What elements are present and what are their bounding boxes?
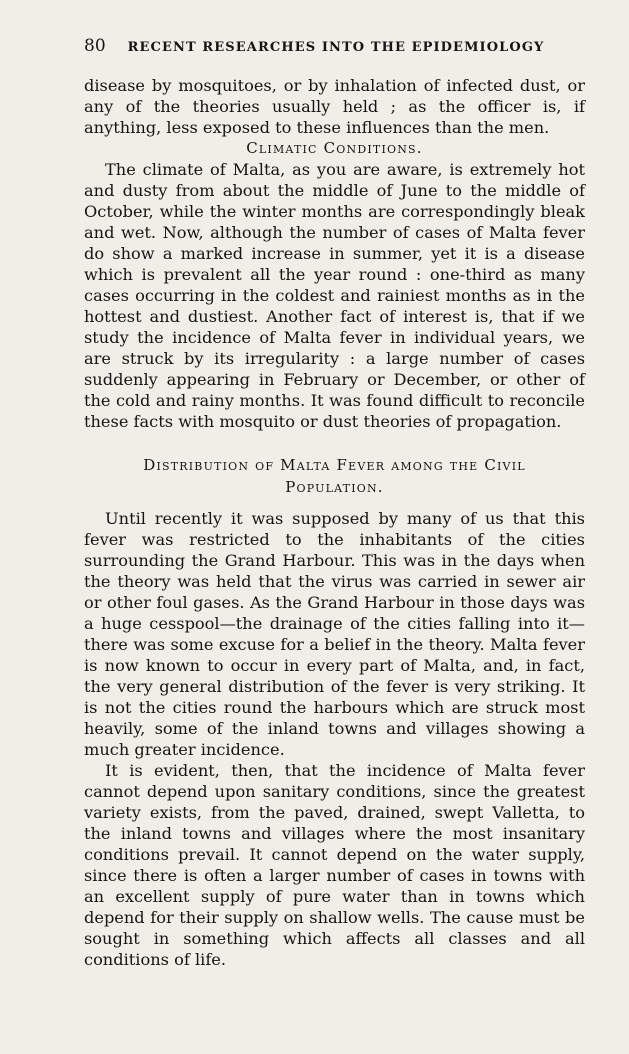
climatic-paragraph: The climate of Malta, as you are aware, is extremely hot and dusty from about the middle of June to the middle of October, while the winter months are correspondingly bleak and wet. Now, although the number of cases of Malta fever do show a marked increase in summer, yet it is a disease which is prevalent all the year round : one-third as many cases occurring in the coldest and rainiest months as in the hottest and dustiest. Another fact of interest is, that if we study the incidence of Malta fever in individual years, we are struck by its irregularity : a large number of cases suddenly appearing in February or December, or other of the cold and rainy months. It was found difficult to reconcile these facts with mosquito or dust theories of propagation. — [84, 160, 585, 431]
page-header — [84, 36, 554, 56]
page-body — [84, 75, 585, 970]
distribution-heading-line2: Population. — [285, 478, 384, 496]
section-heading-climatic: Climatic Conditions. — [246, 139, 423, 157]
section-heading-distribution — [84, 454, 585, 498]
running-title: RECENT RESEARCHES INTO THE EPIDEMIOLOGY — [127, 40, 545, 55]
distribution-paragraph-2: It is evident, then, that the incidence of Malta fever cannot depend upon sanitary conditions, since the greatest variety exists, from the paved, drained, swept Valletta, to the inland towns and villages where the most insanitary conditions prevail. It cannot depend on the water supply, since there is often a larger number of cases in towns with an excellent supply of pure water than in towns which depend for their supply on shallow wells. The cause must be sought in something which affects all classes and all conditions of life. — [84, 761, 585, 969]
distribution-heading-line1: Distribution of Malta Fever among the Civil — [143, 456, 526, 474]
page-number: 80 — [84, 36, 106, 56]
distribution-paragraph-1: Until recently it was supposed by many of us that this fever was restricted to the inhabitants of the cities surrounding the Grand Harbour. This was in the days when the theory was held that the virus was carried in sewer air or other foul gases. As the Grand Harbour in those days was a huge cesspool—the drainage of the cities falling into it—there was some excuse for a belief in the theory. Malta fever is now known to occur in every part of Malta, and, in fact, the very general distribution of the fever is very striking. It is not the cities round the harbours which are struck most heavily, some of the inland towns and villages showing a much greater incidence. — [84, 509, 585, 759]
intro-paragraph: disease by mosquitoes, or by inhalation of infected dust, or any of the theories usually held ; as the officer is, if anything, less exposed to these influences than the men. — [84, 76, 585, 137]
